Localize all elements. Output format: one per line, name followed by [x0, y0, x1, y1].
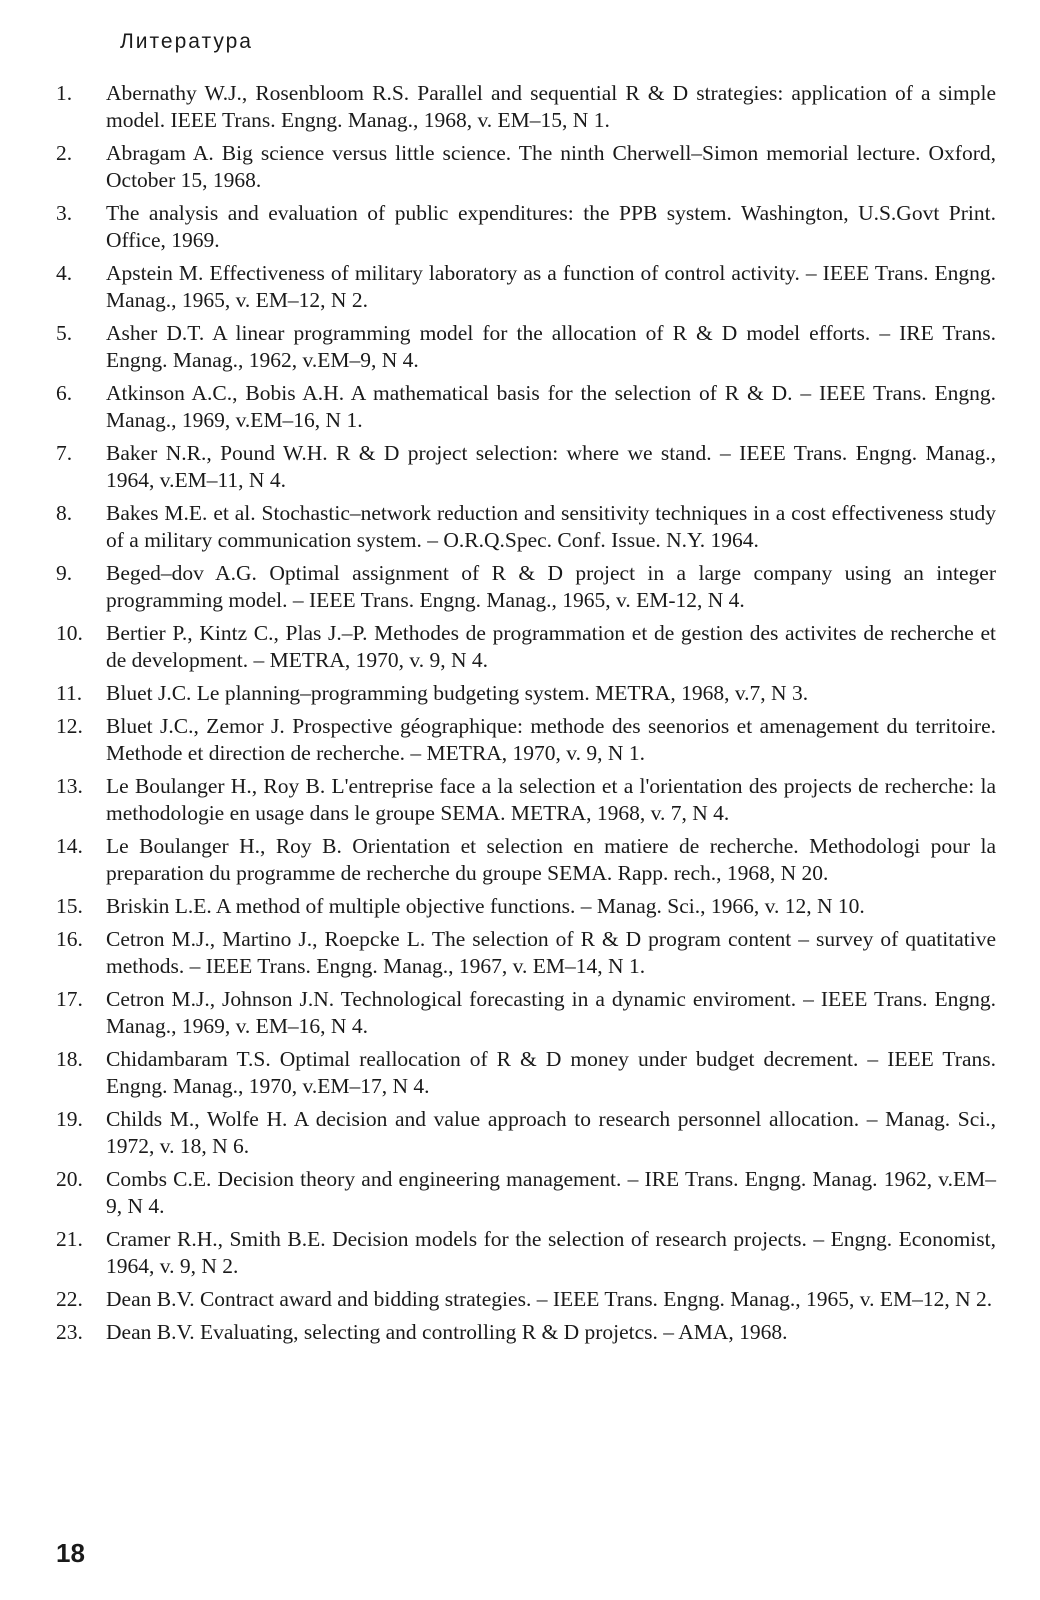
reference-item	[56, 773, 996, 827]
reference-item	[56, 680, 996, 707]
reference-item	[56, 833, 996, 887]
reference-number: 6.	[56, 381, 73, 405]
reference-item	[56, 1106, 996, 1160]
reference-number: 22.	[56, 1287, 83, 1311]
reference-number: 4.	[56, 261, 73, 285]
reference-item	[56, 1226, 996, 1280]
reference-item	[56, 200, 996, 254]
reference-text: Chidambaram T.S. Optimal reallocation of R & D money under budget decrement. – IEEE Trans. Engng. Manag., 1970, v.EM–17, N 4.	[106, 1047, 996, 1098]
reference-number: 3.	[56, 201, 73, 225]
reference-text: Cetron M.J., Johnson J.N. Technological forecasting in a dynamic enviroment. – IEEE Trans. Engng. Manag., 1969, v. EM–16, N 4.	[106, 987, 996, 1038]
reference-item	[56, 1046, 996, 1100]
reference-item	[56, 260, 996, 314]
reference-number: 14.	[56, 834, 83, 858]
reference-number: 7.	[56, 441, 73, 465]
reference-text: Apstein M. Effectiveness of military laboratory as a function of control activity. – IEEE Trans. Engng. Manag., 1965, v. EM–12, N 2.	[106, 261, 996, 312]
reference-number: 19.	[56, 1107, 83, 1131]
reference-number: 12.	[56, 714, 83, 738]
reference-number: 11.	[56, 681, 83, 705]
page-number: 18	[56, 1538, 85, 1568]
reference-number: 20.	[56, 1167, 83, 1191]
reference-text: Abragam A. Big science versus little science. The ninth Cherwell–Simon memorial lecture. Oxford, October 15, 1968.	[106, 141, 996, 192]
reference-text: The analysis and evaluation of public expenditures: the PPB system. Washington, U.S.Govt Print. Office, 1969.	[106, 201, 996, 252]
reference-text: Briskin L.E. A method of multiple objective functions. – Manag. Sci., 1966, v. 12, N 10.	[106, 894, 865, 918]
reference-text: Bluet J.C. Le planning–programming budgeting system. METRA, 1968, v.7, N 3.	[106, 681, 809, 705]
reference-number: 2.	[56, 141, 73, 165]
reference-number: 5.	[56, 321, 73, 345]
reference-number: 13.	[56, 774, 83, 798]
reference-number: 21.	[56, 1227, 83, 1251]
reference-number: 10.	[56, 621, 83, 645]
reference-item	[56, 380, 996, 434]
reference-number: 8.	[56, 501, 73, 525]
reference-text: Beged–dov A.G. Optimal assignment of R & D project in a large company using an integer programming model. – IEEE Trans. Engng. Manag., 1965, v. EM-12, N 4.	[106, 561, 996, 612]
reference-item	[56, 560, 996, 614]
reference-item	[56, 80, 996, 134]
reference-number: 9.	[56, 561, 73, 585]
reference-item	[56, 500, 996, 554]
reference-number: 16.	[56, 927, 83, 951]
reference-item	[56, 1319, 996, 1346]
reference-text: Combs C.E. Decision theory and engineering management. – IRE Trans. Engng. Manag. 1962, v.EM–9, N 4.	[106, 1167, 996, 1218]
reference-item	[56, 893, 996, 920]
reference-number: 15.	[56, 894, 83, 918]
reference-item	[56, 1166, 996, 1220]
reference-text: Baker N.R., Pound W.H. R & D project selection: where we stand. – IEEE Trans. Engng. Manag., 1964, v.EM–11, N 4.	[106, 441, 996, 492]
reference-item	[56, 620, 996, 674]
reference-text: Asher D.T. A linear programming model for the allocation of R & D model efforts. – IRE Trans. Engng. Manag., 1962, v.EM–9, N 4.	[106, 321, 996, 372]
reference-item	[56, 986, 996, 1040]
reference-text: Bluet J.C., Zemor J. Prospective géographique: methode des seenorios et amenagement du territoire. Methode et direction de recherche. – METRA, 1970, v. 9, N 1.	[106, 714, 996, 765]
reference-number: 1.	[56, 81, 73, 105]
reference-item	[56, 926, 996, 980]
reference-number: 18.	[56, 1047, 83, 1071]
reference-text: Cramer R.H., Smith B.E. Decision models for the selection of research projects. – Engng. Economist, 1964, v. 9, N 2.	[106, 1227, 996, 1278]
reference-text: Abernathy W.J., Rosenbloom R.S. Parallel and sequential R & D strategies: application of a simple model. IEEE Trans. Engng. Manag., 1968, v. EM–15, N 1.	[106, 81, 996, 132]
reference-item	[56, 440, 996, 494]
reference-text: Bakes M.E. et al. Stochastic–network reduction and sensitivity techniques in a cost effectiveness study of a military communication system. – O.R.Q.Spec. Conf. Issue. N.Y. 1964.	[106, 501, 996, 552]
page-heading: Литература	[120, 30, 253, 53]
reference-text: Childs M., Wolfe H. A decision and value approach to research personnel allocation. – Manag. Sci., 1972, v. 18, N 6.	[106, 1107, 996, 1158]
reference-text: Dean B.V. Evaluating, selecting and controlling R & D projetcs. – AMA, 1968.	[106, 1320, 788, 1344]
reference-number: 23.	[56, 1320, 83, 1344]
reference-text: Cetron M.J., Martino J., Roepcke L. The selection of R & D program content – survey of quatitative methods. – IEEE Trans. Engng. Manag., 1967, v. EM–14, N 1.	[106, 927, 996, 978]
reference-text: Dean B.V. Contract award and bidding strategies. – IEEE Trans. Engng. Manag., 1965, v. EM–12, N 2.	[106, 1287, 993, 1311]
reference-text: Le Boulanger H., Roy B. L'entreprise face a la selection et a l'orientation des projects de recherche: la methodologie en usage dans le groupe SEMA. METRA, 1968, v. 7, N 4.	[106, 774, 996, 825]
reference-item	[56, 140, 996, 194]
reference-item	[56, 1286, 996, 1313]
reference-number: 17.	[56, 987, 83, 1011]
reference-text: Atkinson A.C., Bobis A.H. A mathematical basis for the selection of R & D. – IEEE Trans. Engng. Manag., 1969, v.EM–16, N 1.	[106, 381, 996, 432]
reference-item	[56, 713, 996, 767]
reference-text: Le Boulanger H., Roy B. Orientation et selection en matiere de recherche. Methodologi pour la preparation du programme de recherche du groupe SEMA. Rapp. rech., 1968, N 20.	[106, 834, 996, 885]
reference-text: Bertier P., Kintz C., Plas J.–P. Methodes de programmation et de gestion des activites de recherche et de development. – METRA, 1970, v. 9, N 4.	[106, 621, 996, 672]
reference-list	[56, 80, 996, 1352]
reference-item	[56, 320, 996, 374]
